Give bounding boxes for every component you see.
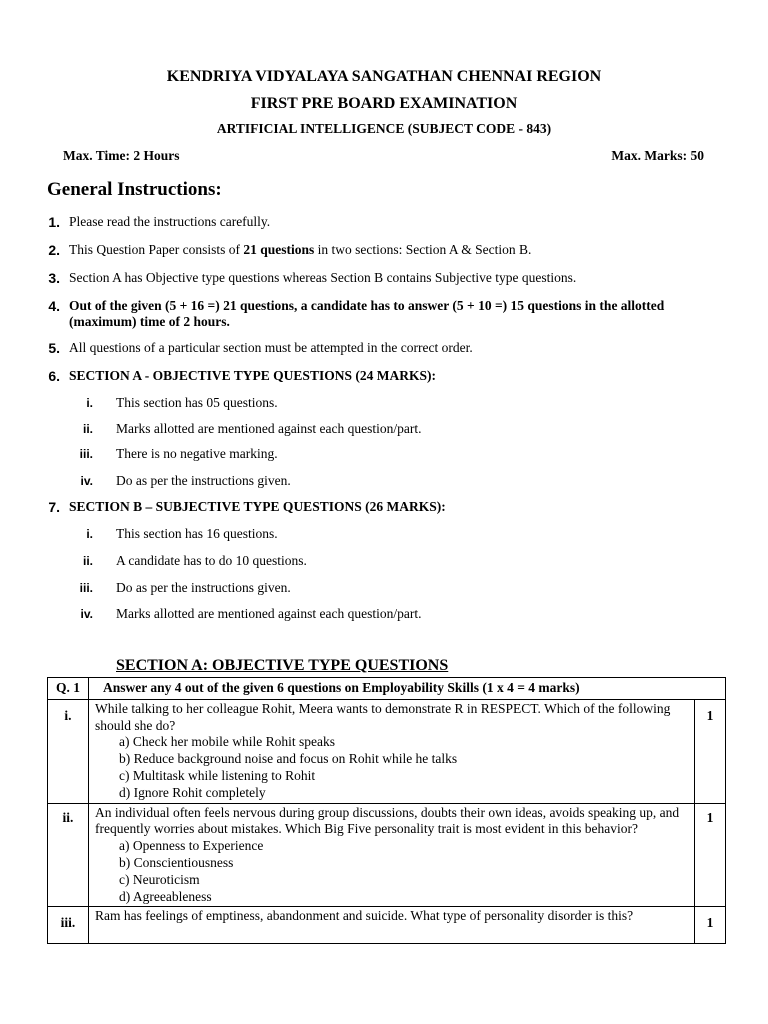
point-text: Marks allotted are mentioned against each question/part. xyxy=(116,421,422,436)
question-cell xyxy=(89,803,695,907)
instruction-text: Section A has Objective type questions whereas Section B contains Subjective type questions. xyxy=(69,270,577,285)
instruction-number: 5. xyxy=(48,340,60,356)
section-a-title: SECTION A: OBJECTIVE TYPE QUESTIONS xyxy=(116,657,449,674)
option: a) Openness to Experience xyxy=(119,838,264,854)
point-number: i. xyxy=(86,527,93,541)
instruction-text: Out of the given (5 + 16 =) 21 questions, a candidate has to answer (5 + 10 =) 15 questions in the allotted (maximum) time of 2 hours. xyxy=(69,298,665,329)
table-row xyxy=(48,803,726,907)
instruction-number: 2. xyxy=(48,242,60,258)
table-row xyxy=(48,907,726,944)
point-number: iv. xyxy=(80,474,93,488)
school-name: KENDRIYA VIDYALAYA SANGATHAN CHENNAI REGION xyxy=(166,68,602,85)
option: b) Reduce background noise and focus on Rohit while he talks xyxy=(119,751,458,767)
point-number: ii. xyxy=(82,422,93,436)
instruction-text-part: This Question Paper consists of xyxy=(69,242,244,257)
question-marks: 1 xyxy=(694,803,725,907)
instruction-number: 1. xyxy=(48,214,60,230)
point-text: There is no negative marking. xyxy=(116,446,278,461)
question-number: i. xyxy=(48,699,89,803)
point-number: iii. xyxy=(79,581,93,595)
option: a) Check her mobile while Rohit speaks xyxy=(119,734,335,750)
instruction-text: All questions of a particular section must be attempted in the correct order. xyxy=(69,340,473,355)
instruction-text-bold: 21 questions xyxy=(243,242,315,257)
option: b) Conscientiousness xyxy=(119,854,234,870)
question-text: While talking to her colleague Rohit, Meera wants to demonstrate R in RESPECT. Which of the following should she do? xyxy=(95,700,671,733)
instruction-text: Please read the instructions carefully. xyxy=(69,214,271,229)
instruction-text: SECTION B – SUBJECTIVE TYPE QUESTIONS (26 MARKS): xyxy=(69,499,446,514)
question-table xyxy=(47,677,726,944)
question-header-row xyxy=(48,678,726,700)
option: c) Neuroticism xyxy=(119,871,200,887)
max-marks: Max. Marks: 50 xyxy=(611,148,704,163)
point-text: A candidate has to do 10 questions. xyxy=(116,553,307,568)
point-number: iv. xyxy=(80,607,93,621)
point-text: This section has 16 questions. xyxy=(116,526,278,541)
point-text: Marks allotted are mentioned against each question/part. xyxy=(116,606,422,621)
point-text: This section has 05 questions. xyxy=(116,395,278,410)
instruction-text: SECTION A - OBJECTIVE TYPE QUESTIONS (24 MARKS): xyxy=(69,368,436,383)
subject-title: ARTIFICIAL INTELLIGENCE (SUBJECT CODE - 843) xyxy=(216,121,552,136)
question-marks: 1 xyxy=(694,907,725,944)
question-cell xyxy=(89,907,695,944)
question-text: An individual often feels nervous during group discussions, doubts their own ideas, avoids speaking up, and frequently worries about mistakes. Which Big Five personality trait is most evident in this behavior? xyxy=(95,804,680,837)
instruction-number: 7. xyxy=(48,499,60,515)
option: d) Agreeableness xyxy=(119,888,212,904)
instructions-title: General Instructions: xyxy=(47,179,222,200)
instruction-number: 4. xyxy=(48,298,60,314)
point-number: ii. xyxy=(82,554,93,568)
instruction-text xyxy=(69,242,719,258)
table-row xyxy=(48,699,726,803)
exam-title: FIRST PRE BOARD EXAMINATION xyxy=(250,95,518,112)
instruction-number: 6. xyxy=(48,368,60,384)
question-number: ii. xyxy=(48,803,89,907)
instruction-number: 3. xyxy=(48,270,60,286)
max-time: Max. Time: 2 Hours xyxy=(63,148,180,163)
question-text: Ram has feelings of emptiness, abandonment and suicide. What type of personality disorder is this? xyxy=(95,908,634,924)
point-number: iii. xyxy=(79,447,93,461)
option: c) Multitask while listening to Rohit xyxy=(119,767,316,783)
question-cell xyxy=(89,699,695,803)
point-text: Do as per the instructions given. xyxy=(116,473,291,488)
option: d) Ignore Rohit completely xyxy=(119,784,266,800)
question-number: iii. xyxy=(48,907,89,944)
question-heading: Answer any 4 out of the given 6 questions on Employability Skills (1 x 4 = 4 marks) xyxy=(89,678,726,700)
point-number: i. xyxy=(86,396,93,410)
question-marks: 1 xyxy=(694,699,725,803)
question-label: Q. 1 xyxy=(48,678,89,700)
instruction-text-part: in two sections: Section A & Section B. xyxy=(314,242,532,257)
point-text: Do as per the instructions given. xyxy=(116,580,291,595)
